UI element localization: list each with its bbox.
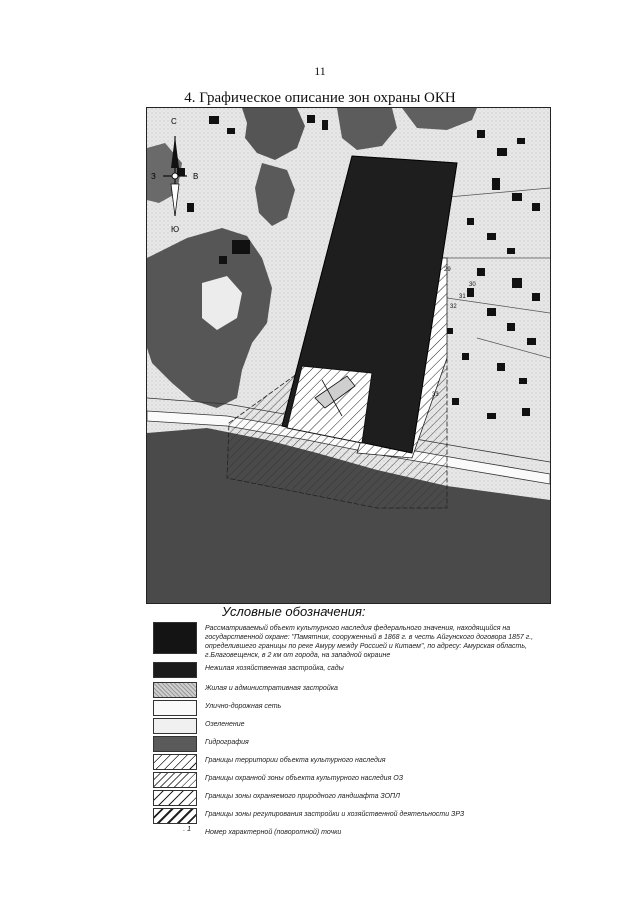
legend-text: Улично-дорожная сеть [205, 703, 282, 710]
legend-swatch [153, 718, 197, 734]
point-label: 33 [432, 392, 439, 398]
legend-swatch [153, 772, 197, 788]
legend-swatch [153, 622, 197, 654]
point-label: 30 [469, 282, 476, 288]
legend-swatch [153, 700, 197, 716]
legend-swatch [153, 754, 197, 770]
legend-text: Номер характерной (поворотной) точки [205, 829, 342, 836]
legend-swatch [153, 790, 197, 806]
legend-text: Рассматриваемый объект культурного наследия федерального значения, находящийся на государственной охране: "Памятник, сооруженный в 1868 г. в честь Айгунского договора 1857 г., определившего границы по реке Амуру между Россией и Китаем", по адресу: Амурская область, г.Благовещенск, в 2 км от города, на западной окраине [205, 625, 534, 659]
legend-text: Границы зоны охраняемого природного ландшафта ЗОПЛ [205, 793, 400, 800]
legend-text: Нежилая хозяйственная застройка, сады [205, 665, 344, 672]
legend-swatch [153, 808, 197, 824]
legend-swatch [153, 736, 197, 752]
compass-west: З [151, 172, 156, 181]
legend-text: Границы зоны регулирования застройки и хозяйственной деятельности ЗРЗ [205, 811, 465, 818]
legend-point-marker: . 1 [183, 826, 191, 833]
point-label: 29 [444, 267, 451, 273]
legend-swatch [153, 662, 197, 678]
legend-swatch [153, 682, 197, 698]
compass-east: В [193, 172, 199, 181]
legend-text: Границы охранной зоны объекта культурного наследия ОЗ [205, 775, 403, 782]
compass-north: С [171, 117, 177, 126]
section-title: 4. Графическое описание зон охраны ОКН [184, 90, 456, 106]
compass-south: Ю [171, 225, 180, 234]
zone-map [146, 107, 551, 604]
legend-text: Гидрография [205, 739, 249, 746]
point-label: 32 [450, 304, 457, 310]
legend-text: Границы территории объекта культурного наследия [205, 757, 386, 764]
point-label: 31 [459, 294, 466, 300]
legend-text: Жилая и административная застройка [205, 685, 338, 692]
legend-text: Озеленение [205, 721, 245, 728]
page-number: 11 [314, 64, 326, 78]
legend-title: Условные обозначения: [222, 604, 366, 619]
